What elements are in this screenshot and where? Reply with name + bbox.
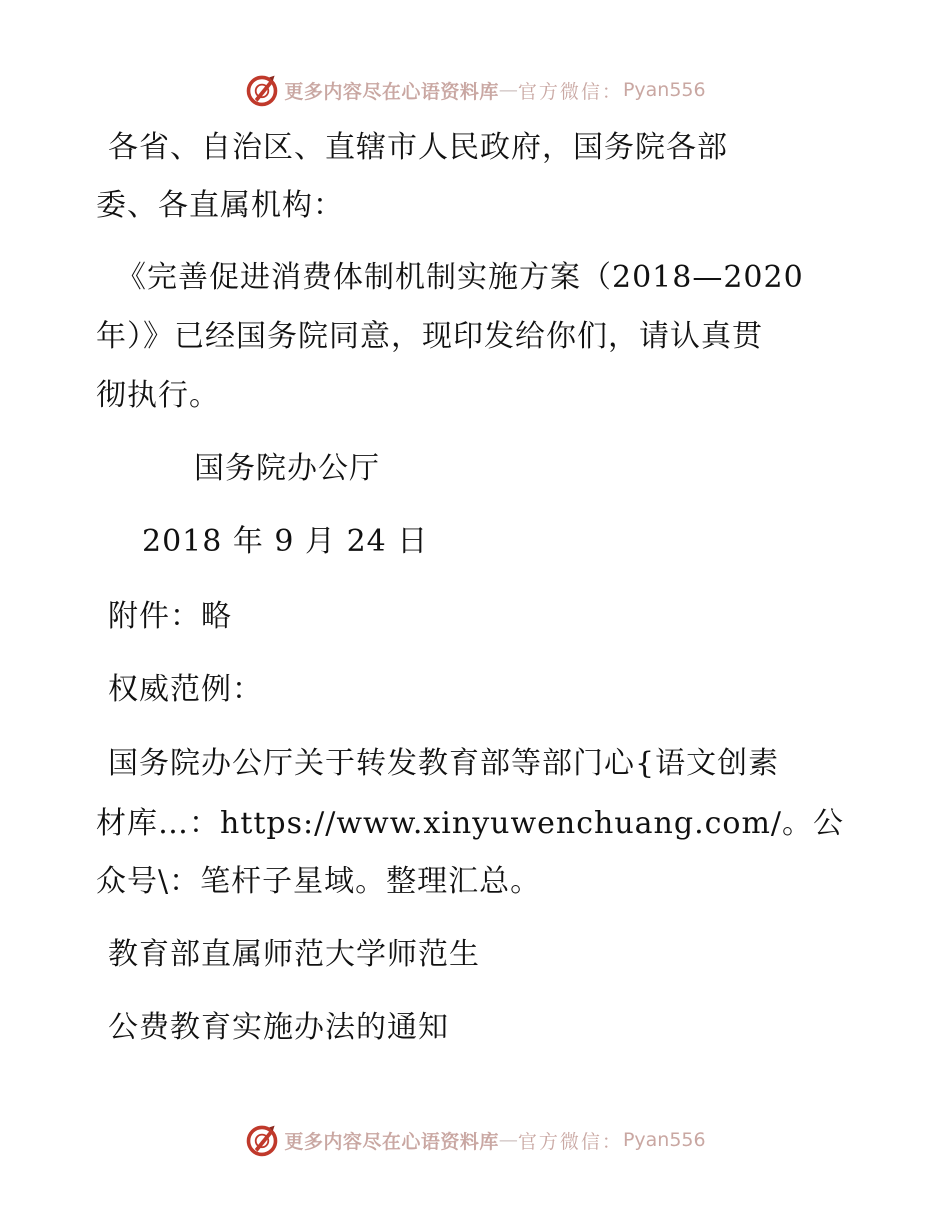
notice-title-line-1: 教育部直属师范大学师范生 <box>108 937 480 972</box>
banner-wechat-id: Pyan556 <box>622 1129 706 1151</box>
header-watermark-banner <box>0 70 950 110</box>
issuer-signature: 国务院办公厅 <box>194 451 380 486</box>
attachment-note: 附件：略 <box>108 599 232 634</box>
example-heading: 权威范例： <box>108 672 263 707</box>
banner-text: 更多内容尽在心语资料库 <box>284 1130 499 1153</box>
library-logo-icon <box>244 72 280 108</box>
banner-separator: — <box>498 1129 518 1151</box>
addressee-line-1: 各省、自治区、直辖市人民政府，国务院各部 <box>108 130 728 165</box>
library-logo-icon <box>244 1122 280 1158</box>
body-line-1: 《完善促进消费体制机制实施方案（2018—2020 <box>116 260 804 295</box>
body-line-3: 彻执行。 <box>96 378 220 413</box>
banner-text: 更多内容尽在心语资料库 <box>284 80 499 103</box>
footer-watermark-banner <box>0 1120 950 1160</box>
banner-separator: — <box>498 79 518 101</box>
banner-wechat-label: 官方微信： <box>517 1130 623 1153</box>
notice-title-line-2: 公费教育实施办法的通知 <box>108 1010 449 1045</box>
addressee-line-2: 委、各直属机构： <box>96 188 344 223</box>
example-line-2: 材库…：https://www.xinyuwenchuang.com/。公 <box>96 806 845 841</box>
banner-wechat-label: 官方微信： <box>517 80 623 103</box>
body-line-2: 年）》已经国务院同意，现印发给你们，请认真贯 <box>96 319 763 354</box>
example-line-1: 国务院办公厅关于转发教育部等部门心{语文创素 <box>108 746 780 781</box>
issue-date: 2018 年 9 月 24 日 <box>142 524 429 559</box>
example-line-3: 众号\：笔杆子星域。整理汇总。 <box>96 864 542 899</box>
banner-wechat-id: Pyan556 <box>622 79 706 101</box>
